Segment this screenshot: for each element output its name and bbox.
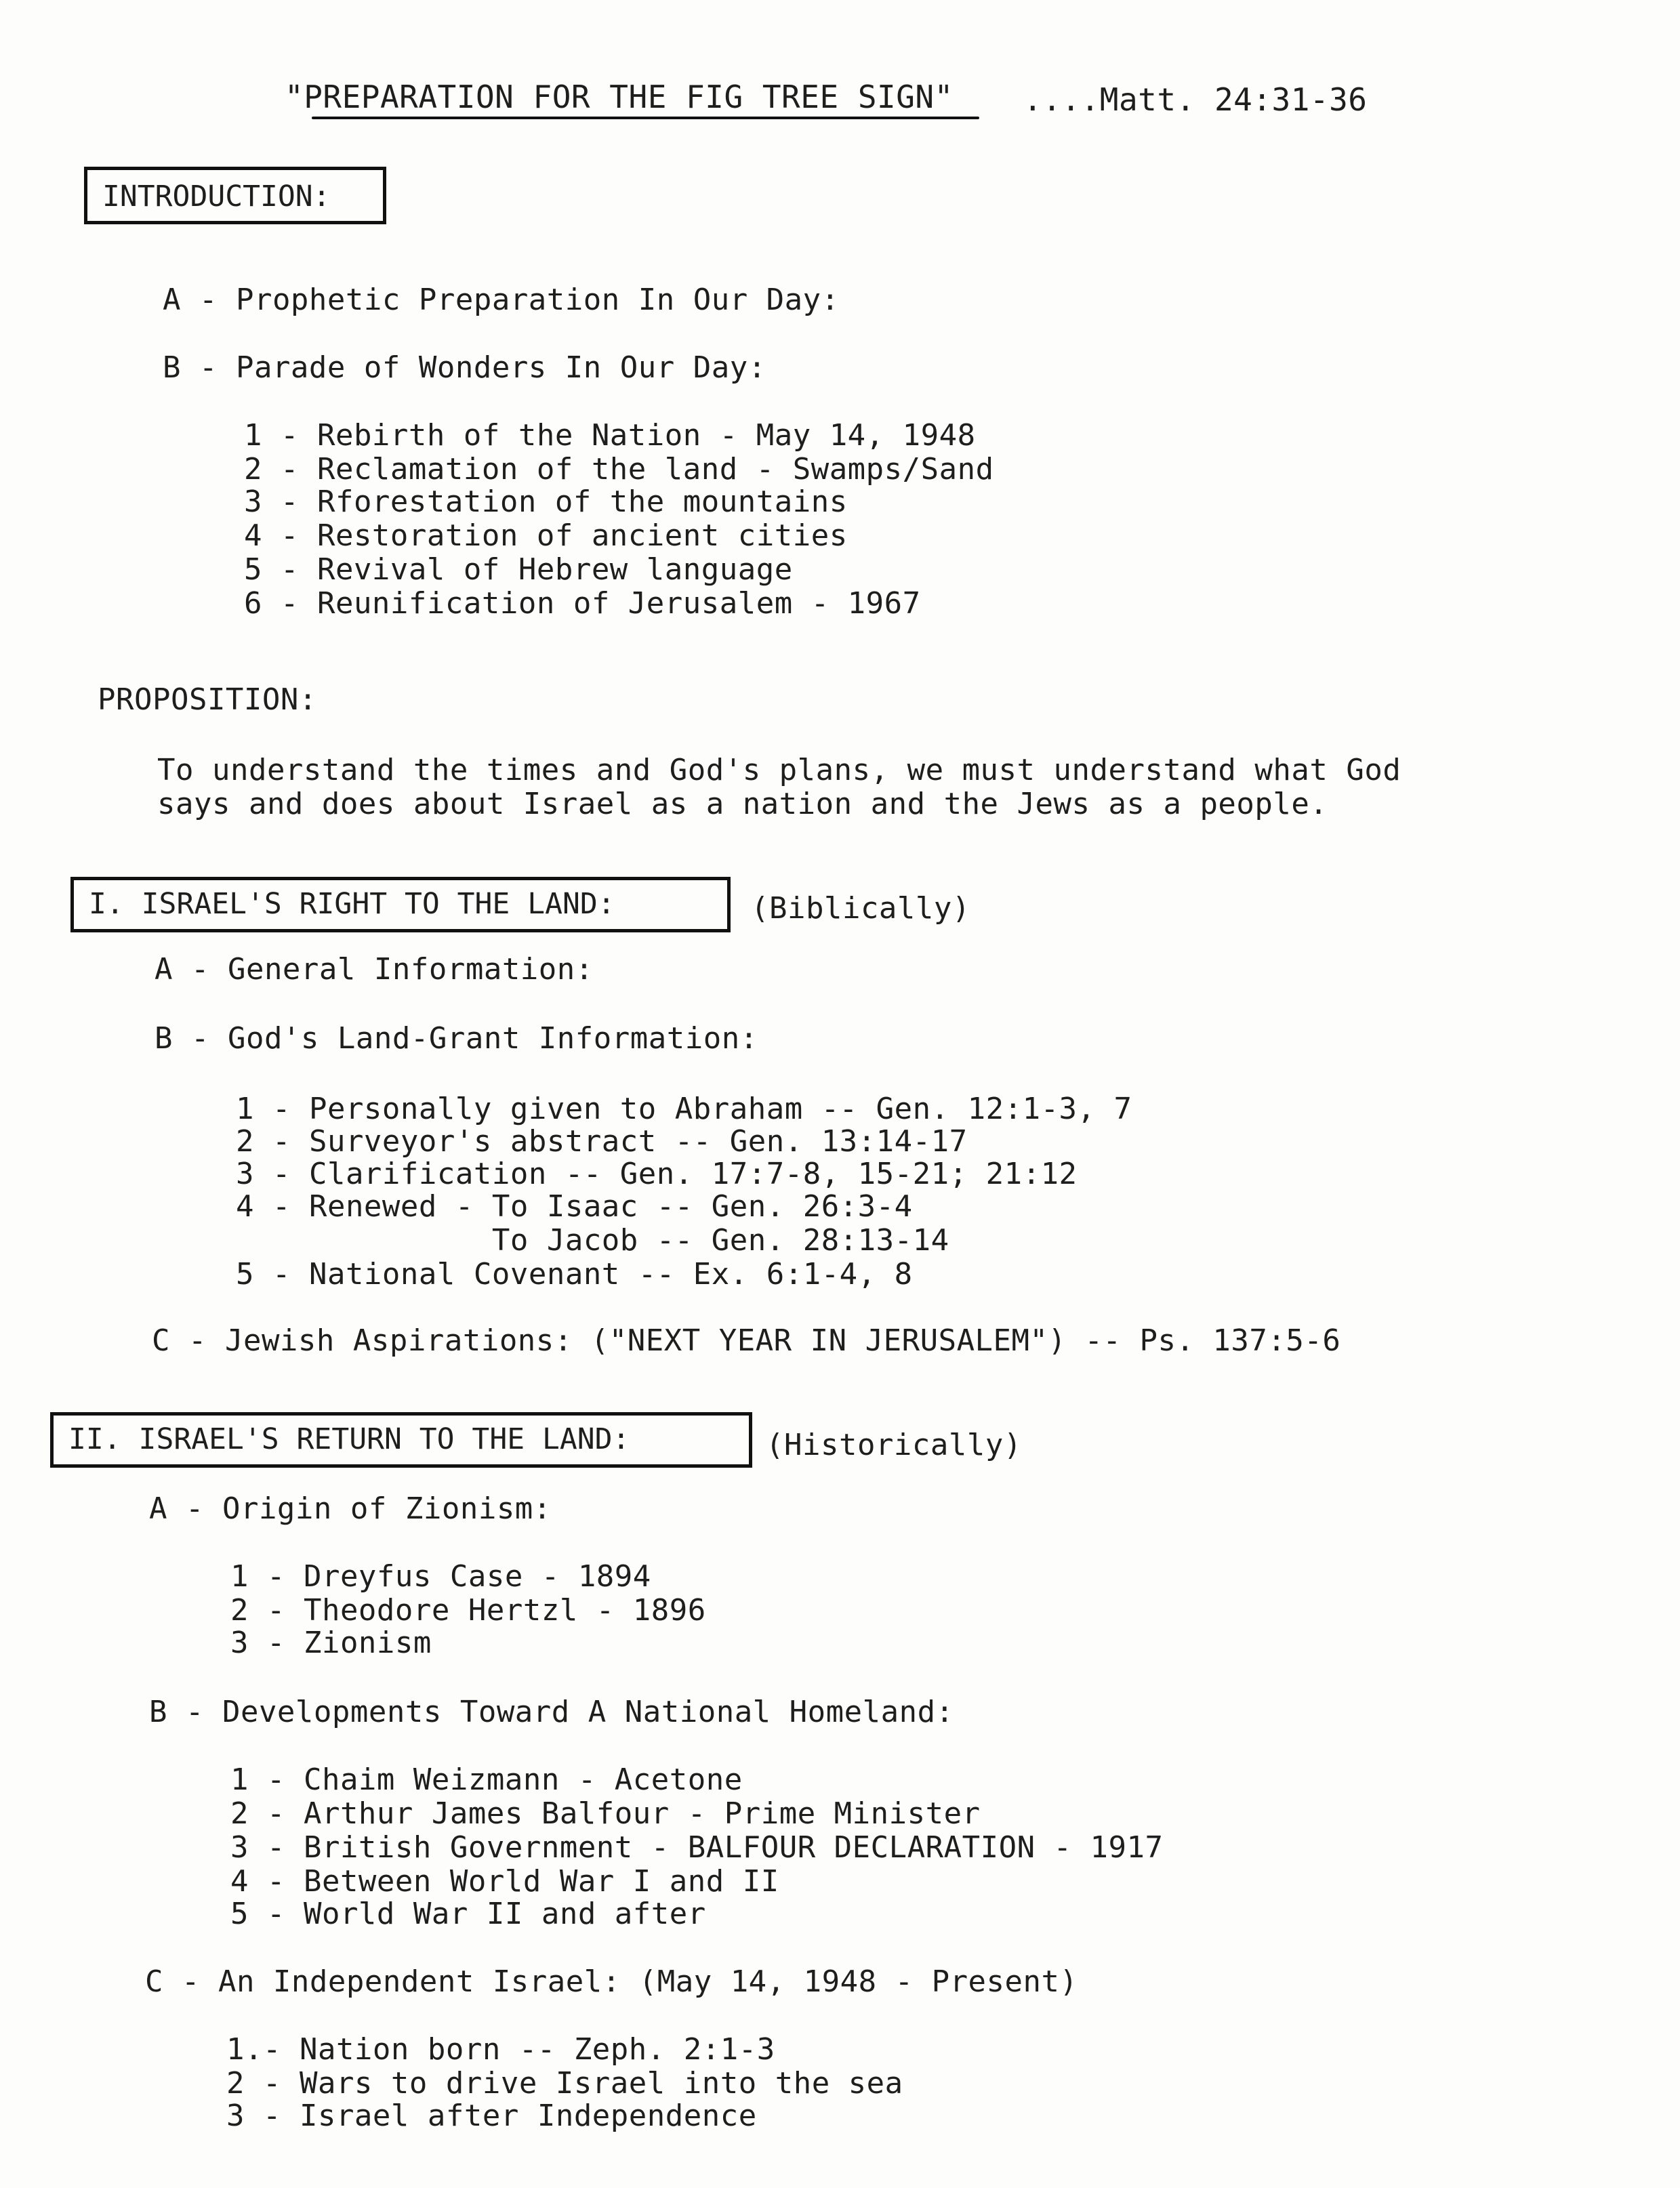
list-item: To Jacob -- Gen. 28:13-14 xyxy=(236,1223,949,1258)
introduction-heading: INTRODUCTION: xyxy=(84,167,386,224)
intro-item-a: A - Prophetic Preparation In Our Day: xyxy=(163,283,840,317)
list-item: 3 - Rforestation of the mountains xyxy=(244,484,848,519)
intro-item-b: B - Parade of Wonders In Our Day: xyxy=(163,350,766,385)
list-item: 1 - Dreyfus Case - 1894 xyxy=(230,1559,651,1594)
list-item: 4 - Renewed - To Isaac -- Gen. 26:3-4 xyxy=(236,1189,913,1224)
list-item: 2 - Reclamation of the land - Swamps/Sand xyxy=(244,452,994,487)
proposition-line-2: says and does about Israel as a nation and the Jews as a people. xyxy=(157,787,1328,821)
list-item: 5 - Revival of Hebrew language xyxy=(244,552,793,587)
list-item: 2 - Wars to drive Israel into the sea xyxy=(226,2066,903,2101)
proposition-line-1: To understand the times and God's plans, we must understand what God xyxy=(157,753,1401,787)
section-1-item-c: C - Jewish Aspirations: ("NEXT YEAR IN JERUSALEM") -- Ps. 137:5-6 xyxy=(152,1323,1341,1358)
section-1-item-a: A - General Information: xyxy=(155,952,594,987)
section-2-qualifier: (Historically) xyxy=(766,1428,1022,1462)
section-1-item-b: B - God's Land-Grant Information: xyxy=(155,1021,758,1056)
title-underline xyxy=(312,117,979,119)
list-item: 3 - Israel after Independence xyxy=(226,2099,757,2133)
section-1-heading: I. ISRAEL'S RIGHT TO THE LAND: xyxy=(70,877,731,932)
section-2-item-b: B - Developments Toward A National Homeland: xyxy=(149,1695,954,1729)
list-item: 1 - Chaim Weizmann - Acetone xyxy=(230,1762,743,1797)
list-item: 4 - Between World War I and II xyxy=(230,1864,779,1899)
section-2-heading: II. ISRAEL'S RETURN TO THE LAND: xyxy=(50,1412,752,1468)
list-item: 2 - Arthur James Balfour - Prime Minister xyxy=(230,1796,981,1831)
section-2-item-a: A - Origin of Zionism: xyxy=(149,1491,552,1526)
list-item: 1.- Nation born -- Zeph. 2:1-3 xyxy=(226,2032,775,2067)
document-title: "PREPARATION FOR THE FIG TREE SIGN" xyxy=(285,79,954,115)
list-item: 4 - Restoration of ancient cities xyxy=(244,518,848,553)
scripture-reference: ....Matt. 24:31-36 xyxy=(1023,81,1368,118)
list-item: 3 - Zionism xyxy=(230,1626,432,1660)
list-item: 1 - Rebirth of the Nation - May 14, 1948 xyxy=(244,418,976,453)
list-item: 5 - World War II and after xyxy=(230,1897,706,1931)
list-item: 2 - Surveyor's abstract -- Gen. 13:14-17 xyxy=(236,1124,968,1159)
list-item: 3 - British Government - BALFOUR DECLARATION - 1917 xyxy=(230,1830,1164,1865)
list-item: 6 - Reunification of Jerusalem - 1967 xyxy=(244,586,921,621)
proposition-heading: PROPOSITION: xyxy=(98,682,317,717)
list-item: 2 - Theodore Hertzl - 1896 xyxy=(230,1593,706,1628)
section-1-qualifier: (Biblically) xyxy=(751,891,970,926)
section-2-item-c: C - An Independent Israel: (May 14, 1948 - Present) xyxy=(145,1964,1078,1999)
list-item: 3 - Clarification -- Gen. 17:7-8, 15-21; 21:12 xyxy=(236,1157,1078,1191)
list-item: 5 - National Covenant -- Ex. 6:1-4, 8 xyxy=(236,1257,913,1292)
list-item: 1 - Personally given to Abraham -- Gen. 12:1-3, 7 xyxy=(236,1092,1132,1126)
